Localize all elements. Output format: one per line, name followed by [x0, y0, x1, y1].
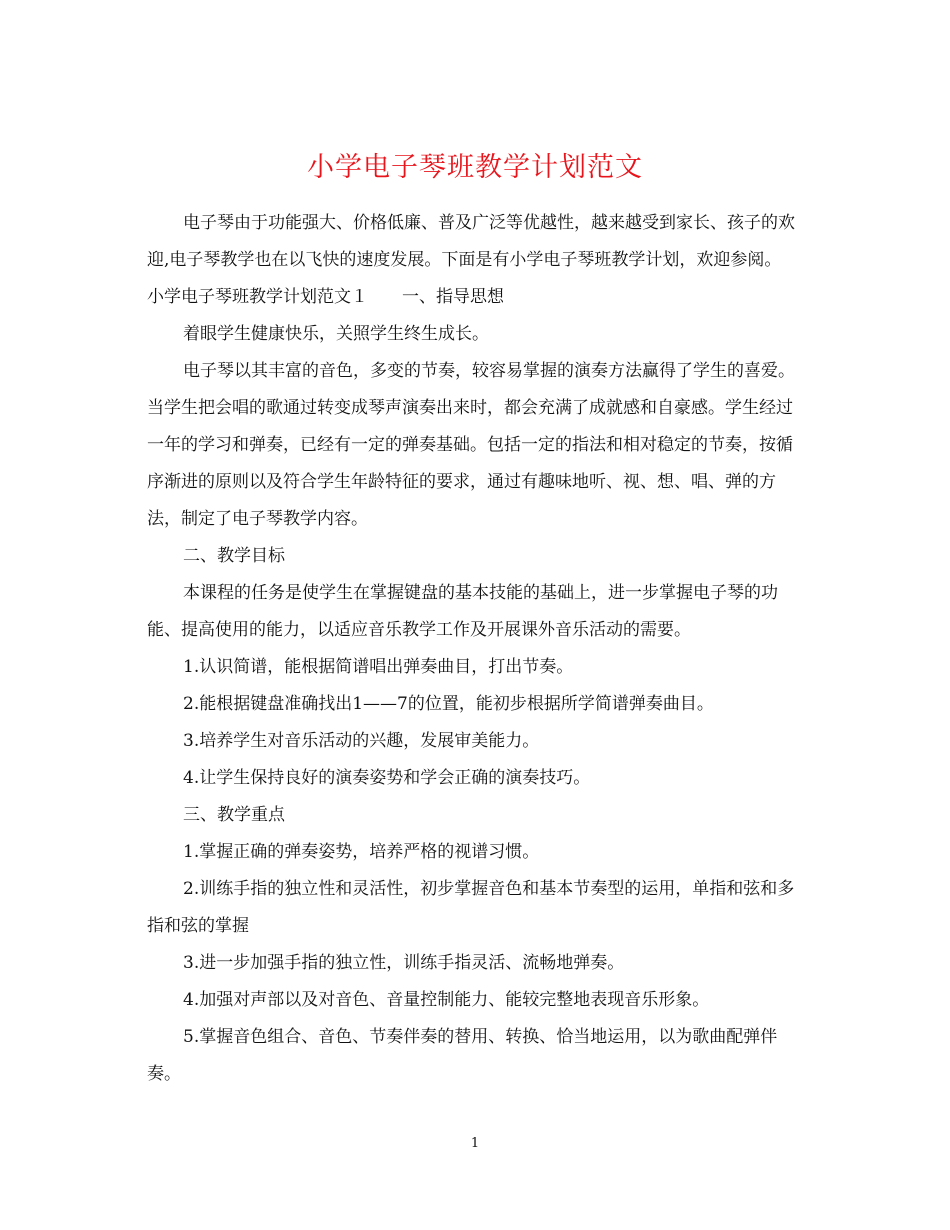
- page-number: 1: [470, 1136, 480, 1151]
- goal-item-4: 4.让学生保持良好的演奏姿势和学会正确的演奏技巧。: [183, 768, 591, 788]
- section-subheading: 一、指导思想: [402, 287, 504, 307]
- paragraph-guiding: 着眼学生健康快乐，关照学生终生成长。: [183, 324, 489, 344]
- heading-focus: 三、教学重点: [183, 805, 285, 825]
- goal-item-1: 1.认识简谱，能根据简谱唱出弹奏曲目，打出节奏。: [183, 657, 574, 677]
- focus-item-2: 2.训练手指的独立性和灵活性，初步掌握音色和基本节奏型的运用，单指和弦和多指和弦的掌握: [147, 879, 795, 936]
- goal-item-3: 3.培养学生对音乐活动的兴趣，发展审美能力。: [183, 731, 540, 751]
- focus-item-1: 1.掌握正确的弹奏姿势，培养严格的视谱习惯。: [183, 842, 540, 862]
- focus-item-4: 4.加强对声部以及对音色、音量控制能力、能较完整地表现音乐形象。: [183, 990, 710, 1010]
- heading-goals: 二、教学目标: [183, 546, 285, 566]
- document-body: [147, 205, 802, 1093]
- section-heading-line: [147, 279, 802, 316]
- paragraph-reason: 电子琴以其丰富的音色，多变的节奏，较容易掌握的演奏方法赢得了学生的喜爱。当学生把会唱的歌通过转变成琴声演奏出来时，都会充满了成就感和自豪感。学生经过一年的学习和弹奏，已经有一定的弹奏基础。包括一定的指法和相对稳定的节奏，按循序渐进的原则以及符合学生年龄特征的要求，通过有趣味地听、视、想、唱、弹的方法，制定了电子琴教学内容。: [147, 361, 795, 529]
- paragraph-goals: 本课程的任务是使学生在掌握键盘的基本技能的基础上，进一步掌握电子琴的功能、提高使用的能力，以适应音乐教学工作及开展课外音乐活动的需要。: [147, 583, 778, 640]
- document-title: 小学电子琴班教学计划范文: [307, 152, 643, 184]
- paragraph-intro: 电子琴由于功能强大、价格低廉、普及广泛等优越性，越来越受到家长、孩子的欢迎,电子琴教学也在以飞快的速度发展。下面是有小学电子琴班教学计划，欢迎参阅。: [147, 213, 795, 270]
- section-title: 小学电子琴班教学计划范文１: [147, 287, 368, 307]
- goal-item-2: 2.能根据键盘准确找出1——7的位置，能初步根据所学简谱弹奏曲目。: [183, 694, 714, 714]
- focus-item-5: 5.掌握音色组合、音色、节奏伴奏的替用、转换、恰当地运用，以为歌曲配弹伴奏。: [147, 1027, 778, 1084]
- focus-item-3: 3.进一步加强手指的独立性，训练手指灵活、流畅地弹奏。: [183, 953, 625, 973]
